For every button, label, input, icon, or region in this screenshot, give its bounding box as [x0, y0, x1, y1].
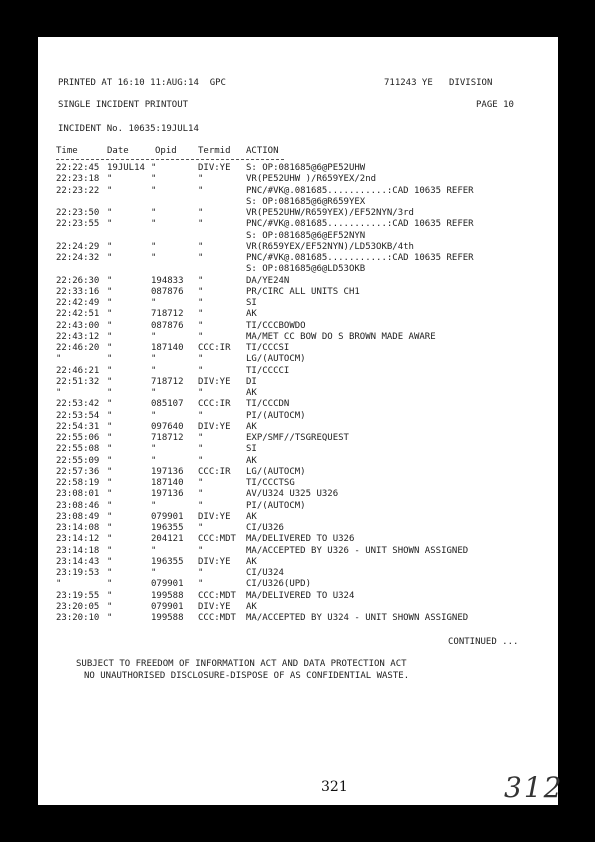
cell-date: ": [107, 388, 113, 398]
document-page: [38, 37, 564, 805]
cell-opid: 204121: [151, 534, 184, 545]
table-row: [38, 287, 558, 298]
cell-time: 22:55:09: [56, 455, 100, 466]
table-row: [38, 467, 558, 478]
cell-termid: DIV:YE: [198, 601, 231, 612]
cell-time: 22:46:20: [56, 343, 100, 353]
cell-opid: ": [151, 444, 157, 455]
cell-termid: ": [198, 388, 204, 398]
cell-opid: 196355: [151, 523, 184, 533]
cell-opid: 187140: [151, 478, 184, 488]
cell-termid: CCC:IR: [198, 399, 231, 410]
cell-action: MA/DELIVERED TO U324: [246, 590, 355, 601]
cell-termid: ": [198, 298, 204, 308]
cell-termid: ": [198, 275, 204, 286]
table-row: [38, 208, 558, 219]
cell-action: TI/CCCBOWDO: [246, 320, 306, 331]
cell-opid: 079901: [151, 601, 184, 612]
table-row: [38, 602, 558, 613]
cell-time: 22:57:36: [56, 466, 100, 477]
cell-date: ": [107, 613, 113, 623]
cell-date: ": [107, 478, 113, 488]
cell-date: ": [107, 466, 113, 477]
cell-action: PI/(AUTOCM): [246, 500, 306, 511]
table-row: [38, 501, 558, 512]
cell-action: CI/U326: [246, 523, 284, 533]
cell-termid: ": [198, 489, 204, 500]
cell-opid: 718712: [151, 376, 184, 387]
cell-action: TI/CCCDN: [246, 399, 290, 410]
cell-action: SI: [246, 298, 257, 308]
cell-date: ": [107, 489, 113, 500]
table-row: [38, 433, 558, 444]
cell-termid: ": [198, 500, 204, 511]
cell-opid: ": [151, 455, 157, 466]
cell-action: PNC/#VK@.081685...........:CAD 10635 REFER: [246, 253, 474, 263]
cell-termid: ": [198, 478, 204, 488]
cell-date: ": [107, 545, 113, 556]
column-header-date: Date: [107, 146, 129, 156]
cell-time: 22:46:21: [56, 365, 100, 376]
cell-opid: ": [151, 219, 157, 230]
cell-action: PI/(AUTOCM): [246, 410, 306, 421]
cell-date: ": [107, 534, 113, 545]
cell-action: DA/YE24N: [246, 275, 290, 286]
cell-time: 23:20:10: [56, 613, 100, 623]
table-row: [38, 298, 558, 309]
cell-opid: 079901: [151, 511, 184, 522]
cell-time: 22:51:32: [56, 376, 100, 387]
cell-termid: ": [198, 523, 204, 533]
cell-termid: ": [198, 444, 204, 455]
table-row: [38, 276, 558, 287]
cell-time: 23:14:18: [56, 545, 100, 556]
cell-termid: ": [198, 331, 204, 342]
cell-time: 22:55:06: [56, 433, 100, 443]
cell-date: ": [107, 185, 113, 196]
cell-action: AK: [246, 388, 257, 398]
cell-termid: ": [198, 545, 204, 556]
cell-action: PNC/#VK@.081685...........:CAD 10635 REFER: [246, 185, 474, 196]
table-row: [38, 557, 558, 568]
cell-action: PNC/#VK@.081685...........:CAD 10635 REFER: [246, 219, 474, 230]
cell-time: 22:23:55: [56, 219, 100, 230]
table-row: [38, 332, 558, 343]
table-row: [38, 219, 558, 230]
cell-action: PR/CIRC ALL UNITS CH1: [246, 286, 360, 297]
cell-time: 22:54:31: [56, 421, 100, 432]
cell-opid: ": [151, 331, 157, 342]
incident-number: INCIDENT No. 10635:19JUL14: [58, 124, 199, 134]
table-row: [38, 163, 558, 174]
table-row: [38, 264, 558, 275]
cell-opid: 187140: [151, 343, 184, 353]
cell-action: CI/U326(UPD): [246, 579, 312, 590]
cell-opid: 085107: [151, 399, 184, 410]
cell-time: 23:19:55: [56, 590, 100, 601]
cell-action: MA/MET CC BOW DO S BROWN MADE AWARE: [246, 331, 436, 342]
cell-time: 22:42:51: [56, 309, 100, 320]
cell-termid: ": [198, 365, 204, 376]
cell-opid: 097640: [151, 421, 184, 432]
cell-opid: ": [151, 298, 157, 308]
table-row: [38, 489, 558, 500]
table-row: [38, 377, 558, 388]
cell-date: ": [107, 556, 113, 567]
table-row: [38, 186, 558, 197]
table-row: [38, 523, 558, 534]
cell-opid: ": [151, 253, 157, 263]
cell-date: ": [107, 376, 113, 387]
cell-termid: ": [198, 286, 204, 297]
cell-time: 23:14:12: [56, 534, 100, 545]
cell-time: 22:26:30: [56, 275, 100, 286]
cell-action: TI/CCCCI: [246, 365, 290, 376]
table-row: [38, 546, 558, 557]
cell-date: ": [107, 601, 113, 612]
cell-time: 22:23:50: [56, 208, 100, 218]
cell-termid: DIV:YE: [198, 556, 231, 567]
cell-action: LG/(AUTOCM): [246, 466, 306, 477]
cell-time: 22:23:22: [56, 185, 100, 196]
cell-termid: ": [198, 185, 204, 196]
cell-date: ": [107, 421, 113, 432]
cell-time: 22:42:49: [56, 298, 100, 308]
cell-action: EXP/SMF//TSGREQUEST: [246, 433, 349, 443]
cell-opid: ": [151, 410, 157, 421]
cell-time: 22:55:08: [56, 444, 100, 455]
column-header-termid: Termid: [198, 146, 231, 156]
cell-action: S: OP:081685@6@EF52NYN: [246, 230, 366, 241]
cell-time: 22:58:19: [56, 478, 100, 488]
cell-time: 23:08:49: [56, 511, 100, 522]
cell-date: ": [107, 331, 113, 342]
cell-opid: ": [151, 388, 157, 398]
cell-termid: DIV:YE: [198, 511, 231, 522]
cell-action: AK: [246, 309, 257, 320]
cell-date: ": [107, 174, 113, 185]
cell-date: ": [107, 399, 113, 410]
table-row: [38, 197, 558, 208]
cell-termid: ": [198, 320, 204, 331]
disclaimer-line-1: SUBJECT TO FREEDOM OF INFORMATION ACT AND DATA PROTECTION ACT: [76, 659, 407, 669]
table-row: [38, 309, 558, 320]
table-row: [38, 613, 558, 624]
cell-termid: ": [198, 455, 204, 466]
cell-time: 23:14:43: [56, 556, 100, 567]
cell-action: AV/U324 U325 U326: [246, 489, 339, 500]
table-row: [38, 388, 558, 399]
cell-opid: ": [151, 354, 157, 365]
cell-time: ": [56, 354, 62, 365]
table-row: [38, 231, 558, 242]
cell-time: 23:14:08: [56, 523, 100, 533]
cell-opid: 199588: [151, 590, 184, 601]
cell-opid: ": [151, 568, 157, 578]
cell-opid: ": [151, 500, 157, 511]
disclaimer-line-2: NO UNAUTHORISED DISCLOSURE-DISPOSE OF AS CONFIDENTIAL WASTE.: [84, 671, 410, 681]
column-header-action: ACTION: [246, 146, 279, 156]
cell-opid: 197136: [151, 489, 184, 500]
cell-termid: CCC:MDT: [198, 534, 236, 545]
cell-opid: ": [151, 163, 157, 173]
cell-time: 22:43:00: [56, 320, 100, 331]
cell-opid: 194833: [151, 275, 184, 286]
cell-action: MA/DELIVERED TO U326: [246, 534, 355, 545]
table-row: [38, 422, 558, 433]
cell-opid: 087876: [151, 286, 184, 297]
cell-opid: 087876: [151, 320, 184, 331]
cell-action: VR(PE52UHW/R659YEX)/EF52NYN/3rd: [246, 208, 414, 218]
table-row: [38, 456, 558, 467]
cell-opid: ": [151, 185, 157, 196]
cell-time: ": [56, 388, 62, 398]
table-row: [38, 253, 558, 264]
column-header-time: Time: [56, 146, 78, 156]
cell-action: MA/ACCEPTED BY U324 - UNIT SHOWN ASSIGNED: [246, 613, 469, 623]
cell-date: ": [107, 354, 113, 365]
table-row: [38, 343, 558, 354]
cell-action: S: OP:081685@6@LD53OKB: [246, 264, 366, 275]
cell-termid: ": [198, 309, 204, 320]
cell-date: ": [107, 208, 113, 218]
cell-action: MA/ACCEPTED BY U326 - UNIT SHOWN ASSIGNED: [246, 545, 469, 556]
cell-termid: ": [198, 253, 204, 263]
table-row: [38, 568, 558, 579]
cell-date: ": [107, 343, 113, 353]
cell-date: ": [107, 444, 113, 455]
cell-date: ": [107, 568, 113, 578]
cell-time: 22:24:29: [56, 241, 100, 252]
table-row: [38, 591, 558, 602]
cell-action: SI: [246, 444, 257, 455]
cell-termid: ": [198, 208, 204, 218]
table-row: [38, 411, 558, 422]
cell-date: 19JUL14: [107, 163, 145, 173]
cell-date: ": [107, 455, 113, 466]
cell-action: AK: [246, 421, 257, 432]
page-label: PAGE 10: [476, 100, 514, 110]
cell-date: ": [107, 500, 113, 511]
cell-time: 22:24:32: [56, 253, 100, 263]
cell-opid: ": [151, 365, 157, 376]
cell-time: 22:53:54: [56, 410, 100, 421]
cell-action: VR(R659YEX/EF52NYN)/LD53OKB/4th: [246, 241, 414, 252]
cell-date: ": [107, 511, 113, 522]
cell-action: CI/U324: [246, 568, 284, 578]
cell-opid: ": [151, 208, 157, 218]
table-row: [38, 444, 558, 455]
cell-termid: ": [198, 410, 204, 421]
cell-opid: 079901: [151, 579, 184, 590]
cell-date: ": [107, 320, 113, 331]
cell-termid: CCC:MDT: [198, 590, 236, 601]
cell-time: 22:33:16: [56, 286, 100, 297]
cell-termid: ": [198, 579, 204, 590]
cell-time: 22:22:45: [56, 163, 100, 173]
table-row: [38, 174, 558, 185]
cell-opid: ": [151, 241, 157, 252]
cell-termid: ": [198, 433, 204, 443]
column-header-opid: Opid: [155, 146, 177, 156]
table-row: [38, 534, 558, 545]
cell-action: LG/(AUTOCM): [246, 354, 306, 365]
table-row: [38, 478, 558, 489]
cell-date: ": [107, 579, 113, 590]
cell-action: TI/CCCTSG: [246, 478, 295, 488]
cell-time: 23:19:53: [56, 568, 100, 578]
continued-label: CONTINUED ...: [448, 637, 519, 647]
cell-action: AK: [246, 455, 257, 466]
cell-date: ": [107, 410, 113, 421]
cell-termid: DIV:YE: [198, 376, 231, 387]
cell-date: ": [107, 590, 113, 601]
cell-termid: CCC:MDT: [198, 613, 236, 623]
cell-time: ": [56, 579, 62, 590]
cell-opid: 196355: [151, 556, 184, 567]
cell-termid: CCC:IR: [198, 343, 231, 353]
cell-opid: 197136: [151, 466, 184, 477]
cell-action: S: OP:081685@6@PE52UHW: [246, 163, 366, 173]
cell-time: 22:43:12: [56, 331, 100, 342]
cell-termid: ": [198, 354, 204, 365]
cell-termid: CCC:IR: [198, 466, 231, 477]
cell-date: ": [107, 275, 113, 286]
table-row: [38, 399, 558, 410]
table-row: [38, 321, 558, 332]
cell-time: 22:23:18: [56, 174, 100, 185]
cell-date: ": [107, 365, 113, 376]
cell-time: 22:53:42: [56, 399, 100, 410]
cell-time: 23:08:46: [56, 500, 100, 511]
cell-date: ": [107, 286, 113, 297]
division-line: 711243 YE DIVISION: [384, 78, 493, 88]
handwritten-page-number: 312: [504, 771, 564, 804]
cell-termid: DIV:YE: [198, 163, 231, 173]
header-rule: [56, 159, 284, 160]
cell-termid: ": [198, 174, 204, 185]
cell-date: ": [107, 433, 113, 443]
cell-date: ": [107, 219, 113, 230]
cell-opid: 718712: [151, 433, 184, 443]
cell-opid: ": [151, 545, 157, 556]
cell-action: AK: [246, 556, 257, 567]
table-row: [38, 579, 558, 590]
cell-action: S: OP:081685@6@R659YEX: [246, 196, 366, 207]
cell-time: 23:20:05: [56, 601, 100, 612]
table-row: [38, 242, 558, 253]
cell-date: ": [107, 309, 113, 320]
cell-date: ": [107, 241, 113, 252]
cell-action: VR(PE52UHW )/R659YEX/2nd: [246, 174, 377, 185]
page-number: 321: [321, 779, 348, 795]
cell-date: ": [107, 253, 113, 263]
table-row: [38, 512, 558, 523]
cell-action: AK: [246, 511, 257, 522]
cell-opid: 199588: [151, 613, 184, 623]
cell-opid: 718712: [151, 309, 184, 320]
table-row: [38, 366, 558, 377]
cell-action: AK: [246, 601, 257, 612]
cell-termid: ": [198, 219, 204, 230]
cell-action: TI/CCCSI: [246, 343, 290, 353]
cell-date: ": [107, 298, 113, 308]
cell-date: ": [107, 523, 113, 533]
cell-opid: ": [151, 174, 157, 185]
printout-title: SINGLE INCIDENT PRINTOUT: [58, 100, 189, 110]
table-row: [38, 354, 558, 365]
cell-action: DI: [246, 376, 257, 387]
cell-termid: ": [198, 568, 204, 578]
cell-termid: DIV:YE: [198, 421, 231, 432]
printed-at-line: PRINTED AT 16:10 11:AUG:14 GPC: [58, 78, 226, 88]
cell-termid: ": [198, 241, 204, 252]
cell-time: 23:08:01: [56, 489, 100, 500]
